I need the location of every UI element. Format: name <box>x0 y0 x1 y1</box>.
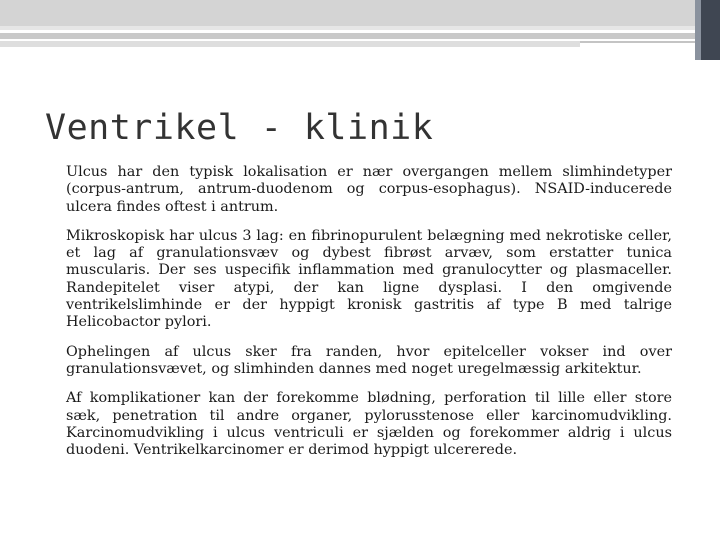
paragraph: Af komplikationer kan der forekomme blødning, perforation til lille eller store sæk, penetration til andre organer, pylorusstenose eller karcinomudvikling. Karcinomudvikling i ulcus ventriculi er sjælden og forekommer aldrig i ulcus duodeni. Ventrikelkarcinomer er derimod hyppigt ulcererede. <box>66 390 672 459</box>
corner-accent <box>695 0 720 60</box>
slide-title: Ventrikel - klinik <box>45 108 434 148</box>
decorative-line <box>0 41 580 47</box>
paragraph: Mikroskopisk har ulcus 3 lag: en fibrinopurulent belægning med nekrotiske celler, et lag af granulationsvæv og dybest fibrøst arvæv, som erstatter tunica muscularis. Der ses uspecifik inflammation med granulocytter og plasmaceller. Randepitelet viser atypi, der kan ligne dysplasi. I den omgivende ventrikelslimhinde er der hyppigt kronisk gastritis af type B med talrige Helicobactor pylori. <box>66 227 672 331</box>
decorative-line <box>580 41 695 43</box>
paragraph: Ulcus har den typisk lokalisation er nær overgangen mellem slimhindetyper (corpus-antrum, antrum-duodenom og corpus-esophagus). NSAID-inducerede ulcera findes oftest i antrum. <box>66 164 672 215</box>
decorative-line <box>0 33 695 39</box>
slide-body <box>66 164 672 471</box>
top-decorative-bar <box>0 0 695 30</box>
paragraph: Ophelingen af ulcus sker fra randen, hvor epitelceller vokser ind over granulationsvævet, og slimhinden dannes med noget uregelmæssig arkitektur. <box>66 343 672 377</box>
